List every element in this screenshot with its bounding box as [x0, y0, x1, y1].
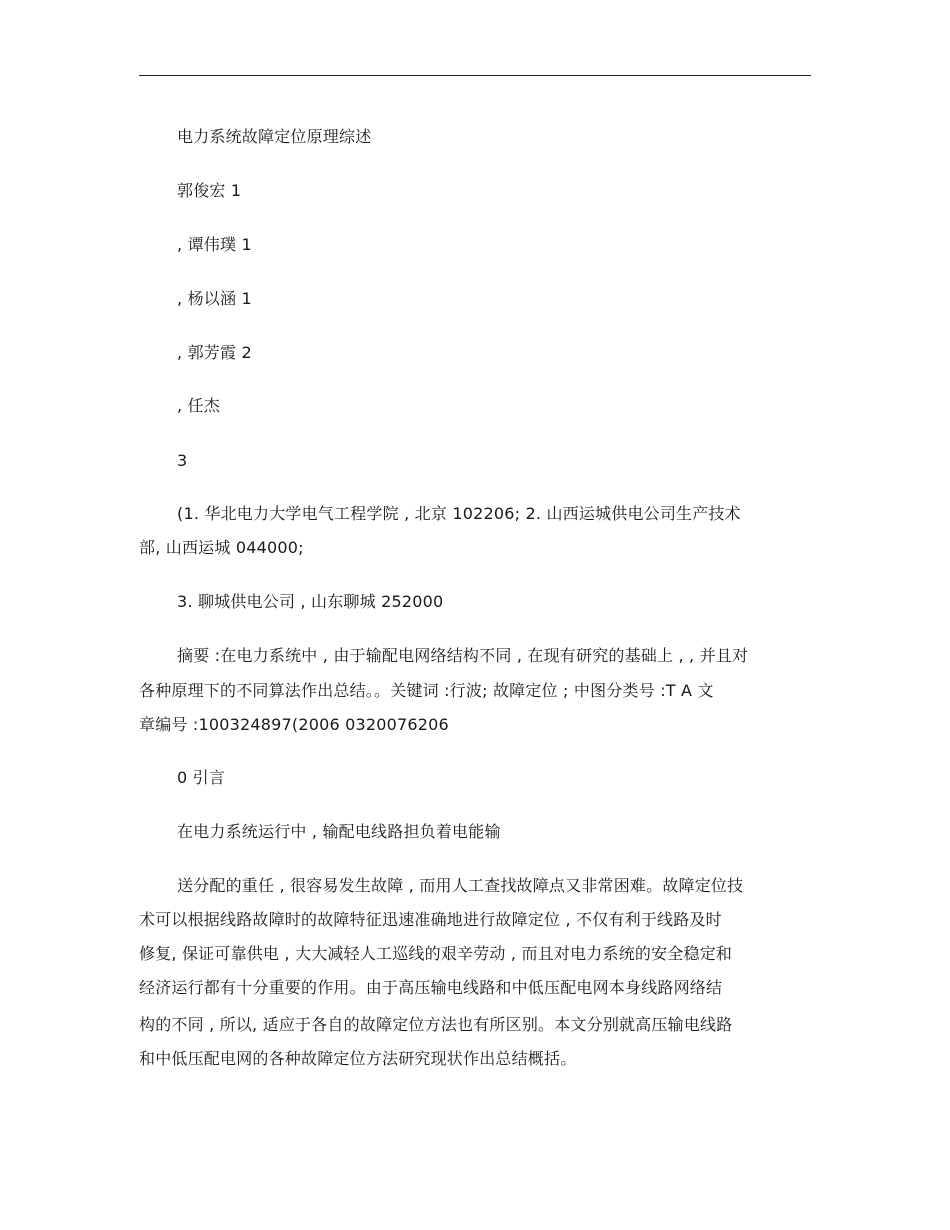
abstract-line: 摘要 :在电力系统中 , 由于输配电网络结构不同 , 在现有研究的基础上 , , 并且对	[177, 646, 749, 665]
author-line: 3	[177, 451, 188, 470]
affiliation-line: 3. 聊城供电公司 , 山东聊城 252000	[177, 592, 444, 611]
paragraph-line: 送分配的重任 , 很容易发生故障 , 而用人工查找故障点又非常困难。故障定位技	[177, 876, 744, 895]
affiliation-line: 部, 山西运城 044000;	[139, 538, 304, 557]
document-title: 电力系统故障定位原理综述	[177, 127, 372, 146]
paragraph-line: 构的不同 , 所以, 适应于各自的故障定位方法也有所区别。本文分别就高压输电线路	[139, 1015, 733, 1034]
abstract-line: 各种原理下的不同算法作出总结。。关键词 :行波; 故障定位 ; 中图分类号 :T A 文	[139, 681, 714, 700]
author-line: , 郭芳霞 2	[177, 343, 252, 362]
header-rule	[139, 75, 811, 76]
intro-line: 在电力系统运行中 , 输配电线路担负着电能输	[177, 822, 501, 841]
paragraph-line: 经济运行都有十分重要的作用。由于高压输电线路和中低压配电网本身线路网络结	[139, 978, 723, 997]
paragraph-line: 术可以根据线路故障时的故障特征迅速准确地进行故障定位 , 不仅有利于线路及时	[139, 910, 722, 929]
author-line: , 任杰	[177, 396, 220, 415]
author-line: , 杨以涵 1	[177, 289, 252, 308]
abstract-line: 章编号 :100324897(2006 0320076206	[139, 715, 449, 734]
affiliation-line: (1. 华北电力大学电气工程学院 , 北京 102206; 2. 山西运城供电公司生产技术	[177, 504, 741, 523]
paragraph-line: 和中低压配电网的各种故障定位方法研究现状作出总结概括。	[139, 1049, 577, 1068]
paragraph-line: 修复, 保证可靠供电 , 大大减轻人工巡线的艰辛劳动 , 而且对电力系统的安全稳定和	[139, 944, 733, 963]
author-line: 郭俊宏 1	[177, 181, 242, 200]
author-line: , 谭伟璞 1	[177, 235, 252, 254]
section-heading: 0 引言	[177, 768, 226, 787]
